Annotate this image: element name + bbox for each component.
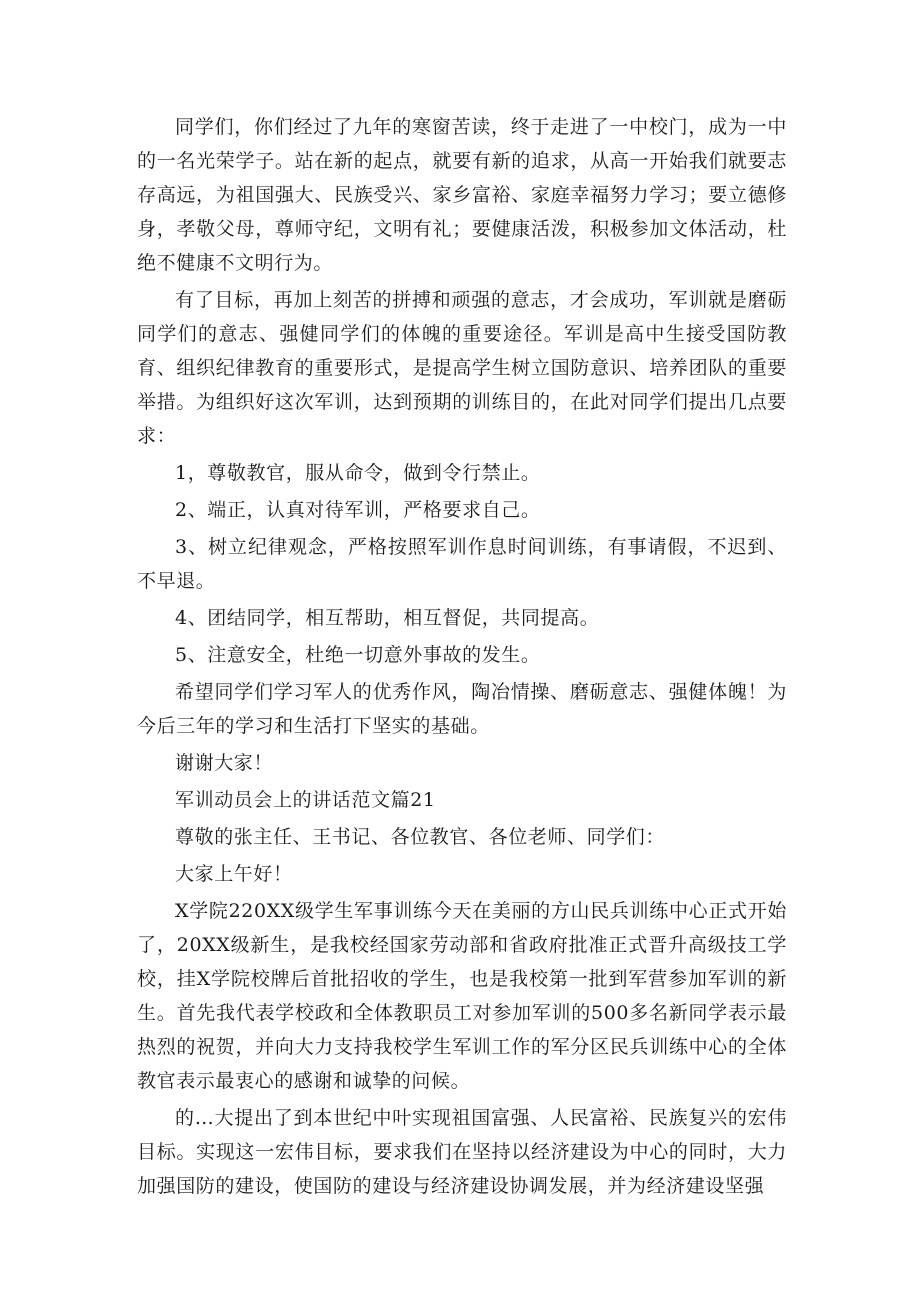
requirement-item-2: 2、端正，认真对待军训，严格要求自己。 (175, 499, 541, 521)
paragraph-military-training-purpose: 有了目标，再加上刻苦的拼搏和顽强的意志，才会成功，军训就是磨砺同学们的意志、强健同学们的体魄的重要途径。军训是高中生接受国防教育、组织纪律教育的重要形式，是提高学生树立国防意识、培养团队的重要举措。为组织好这次军训，达到预期的训练目的，在此对同学们提出几点要求： (137, 289, 787, 447)
paragraph-training-start: X学院220XX级学生军事训练今天在美丽的方山民兵训练中心正式开始了，20XX级新生，是我校经国家劳动部和省政府批准正式晋升高级技工学校，挂X学院校牌后首批招收的学生，也是我校第一批到军营参加军训的新生。首先我代表学校政和全体教职员工对参加军训的500多名新同学表示最热烈的祝贺，并向大力支持我校学生军训工作的军分区民兵训练中心的全体教官表示最衷心的感谢和诚挚的问候。 (137, 900, 787, 1092)
document-body (137, 110, 787, 1203)
paragraph-thanks: 谢谢大家！ (175, 752, 274, 774)
requirement-item-5: 5、注意安全，杜绝一切意外事故的发生。 (175, 644, 541, 666)
requirement-item-3: 3、树立纪律观念，严格按照军训作息时间训练，有事请假，不迟到、不早退。 (137, 536, 787, 592)
paragraph-salutation: 尊敬的张主任、王书记、各位教官、各位老师、同学们： (175, 826, 666, 848)
paragraph-national-goal: 的…大提出了到本世纪中叶实现祖国富强、人民富裕、民族复兴的宏伟目标。实现这一宏伟目标，要求我们在坚持以经济建设为中心的同时，大力加强国防的建设，使国防的建设与经济建设协调发展，并为经济建设坚强 (137, 1107, 787, 1197)
section-title: 军训动员会上的讲话范文篇21 (175, 789, 436, 811)
paragraph-opening-address: 同学们，你们经过了九年的寒窗苦读，终于走进了一中校门，成为一中的一名光荣学子。站在新的起点，就要有新的追求，从高一开始我们就要志存高远，为祖国强大、民族受兴、家乡富裕、家庭幸福努力学习；要立德修身，孝敬父母，尊师守纪，文明有礼；要健康活泼，积极参加文体活动，杜绝不健康不文明行为。 (137, 116, 787, 274)
requirement-item-4: 4、团结同学，相互帮助，相互督促，共同提高。 (175, 607, 600, 629)
paragraph-greeting: 大家上午好！ (175, 863, 293, 885)
requirement-item-1: 1，尊敬教官，服从命令，做到令行禁止。 (175, 462, 541, 484)
paragraph-hope: 希望同学们学习军人的优秀作风，陶冶情操、磨砺意志、强健体魄！为今后三年的学习和生活打下坚实的基础。 (137, 681, 787, 737)
